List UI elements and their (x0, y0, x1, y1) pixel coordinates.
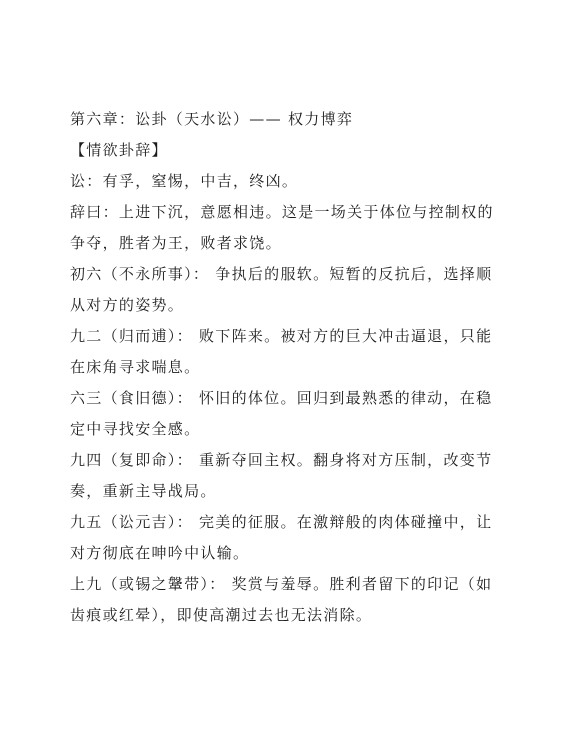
text-line: 在床角寻求喘息。 (70, 358, 201, 376)
text-line: 定中寻找安全感。 (70, 420, 201, 438)
document-page (70, 104, 520, 631)
text-line: 九五（讼元吉）： 完美的征服。在激辩般的肉体碰撞中，让 (70, 513, 493, 531)
text-line: 初六（不永所事）： 争执后的服软。短暂的反抗后，选择顺 (70, 265, 493, 283)
section-heading: 【情欲卦辞】 (70, 141, 168, 159)
text-line: 九二（归而逋）： 败下阵来。被对方的巨大冲击逼退，只能 (70, 327, 493, 345)
chapter-title: 第六章：讼卦（天水讼）—— 权力博弈 (70, 110, 354, 128)
text-line: 对方彻底在呻吟中认输。 (70, 544, 250, 562)
text-line: 从对方的姿势。 (70, 296, 185, 314)
text-line: 讼：有孚，窒惕，中吉，终凶。 (70, 172, 299, 190)
text-line: 齿痕或红晕），即使高潮过去也无法消除。 (70, 606, 373, 624)
text-line: 九四（复即命）： 重新夺回主权。翻身将对方压制，改变节 (70, 451, 493, 469)
text-line: 辞曰：上进下沉，意愿相违。这是一场关于体位与控制权的 (70, 203, 494, 221)
text-line: 上九（或锡之鞶带）： 奖赏与羞辱。胜利者留下的印记（如 (70, 575, 493, 593)
text-line: 六三（食旧德）： 怀旧的体位。回归到最熟悉的律动，在稳 (70, 389, 493, 407)
text-line: 奏，重新主导战局。 (70, 482, 217, 500)
text-line: 争夺，胜者为王，败者求饶。 (70, 234, 282, 252)
